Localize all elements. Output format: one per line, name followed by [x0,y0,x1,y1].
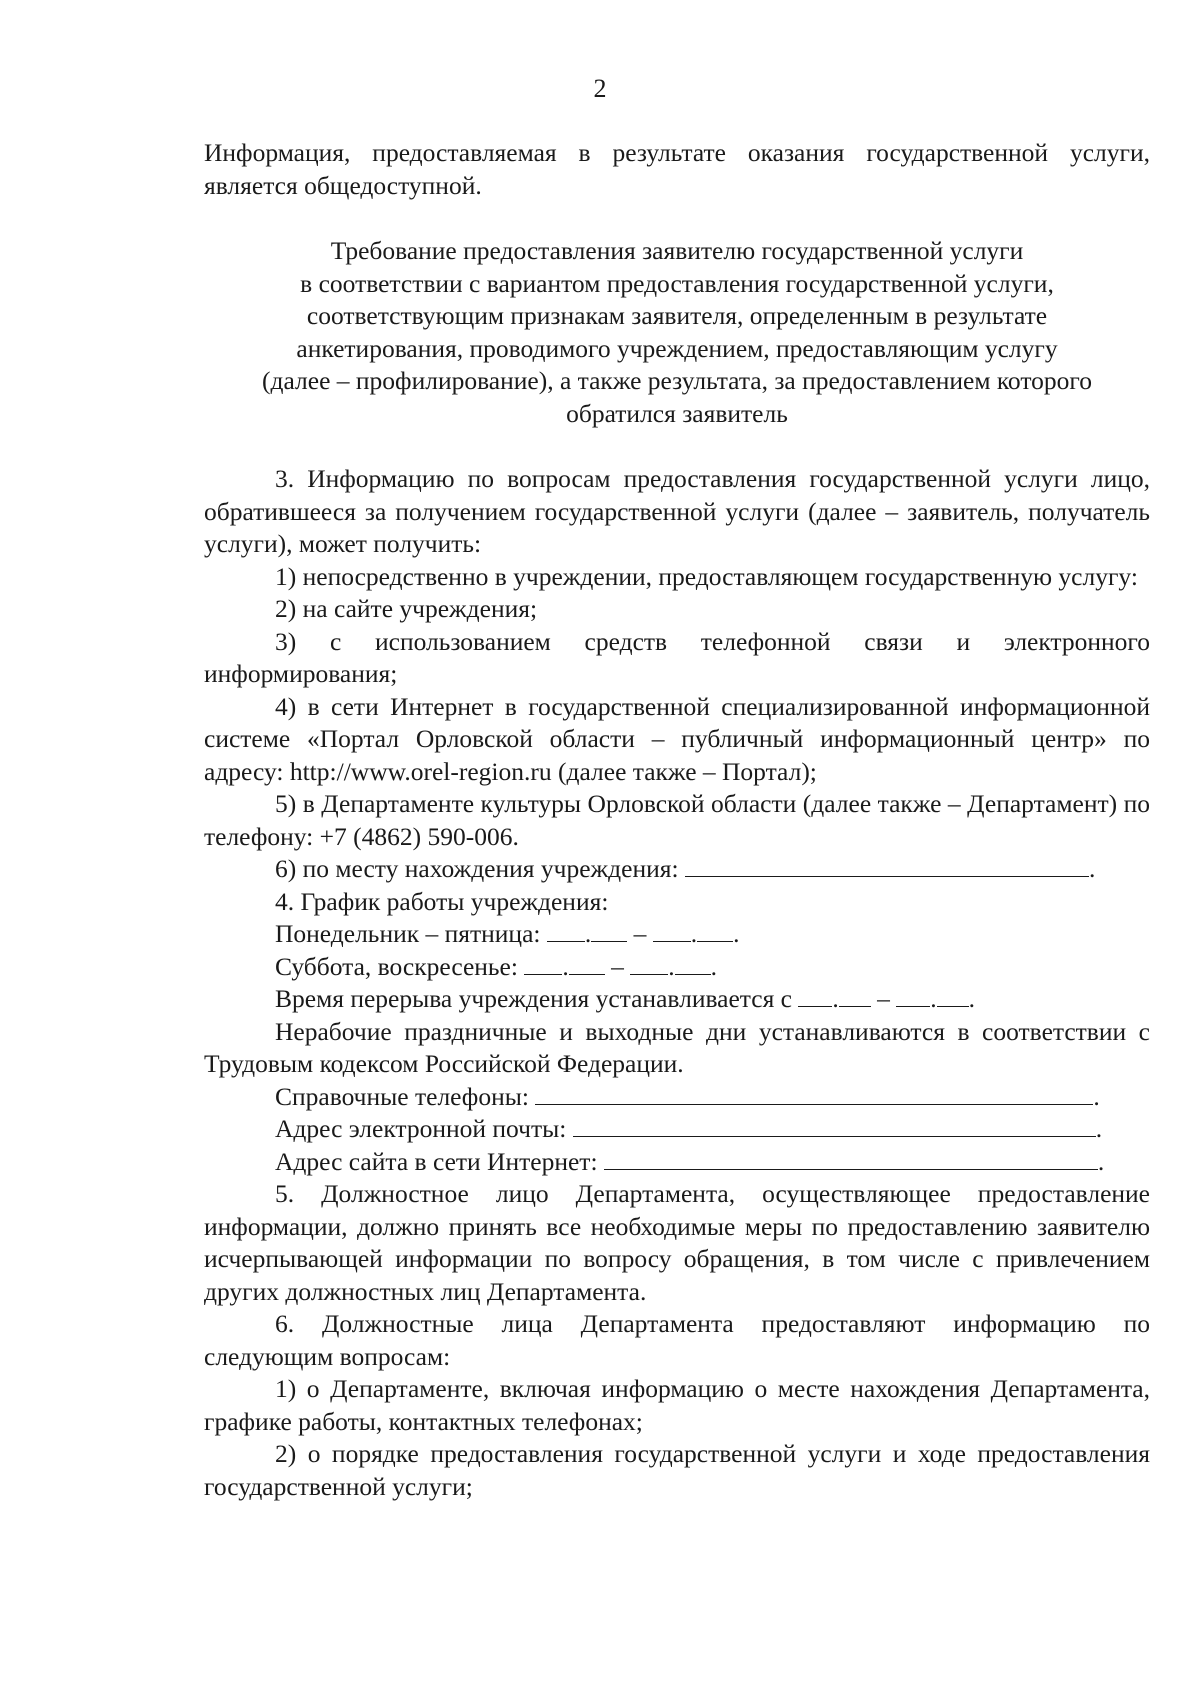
intro-paragraph: Информация, предоставляемая в результате оказания государственной услуги, является общедоступной. [204,138,1150,200]
time-blank [653,919,691,942]
time-blank [569,952,605,975]
period: . [584,919,592,948]
time-blank [524,952,562,975]
period: . [1095,1114,1103,1143]
heading-line: соответствующим признакам заявителя, определенным в результате [306,301,1048,330]
paragraph-3: 3. Информацию по вопросам предоставления государственной услуги лицо, обратившееся за получением государственной услуги (далее – заявитель, получатель услуги), может получить: [204,464,1150,558]
weekday-hours [204,918,1150,951]
time-blank [798,984,832,1007]
list-item-3-3: 3) с использованием средств телефонной связи и электронного информирования; [204,626,1150,688]
weekend-label: Суббота, воскресенье: [275,951,518,981]
email-blank [573,1114,1096,1137]
heading-line: обратился заявитель [566,398,788,428]
period: . [1093,1081,1100,1111]
heading-line: Требование предоставления заявителю государственной услуги [330,236,1024,265]
paragraph-5: 5. Должностное лицо Департамента, осуществляющее предоставление информации, должно принять все необходимые меры по предоставлению заявителю исчерпывающей информации по вопросу обращения, в том числе с привлечением других должностных лиц Департамента. [204,1179,1150,1306]
heading-line: анкетирования, проводимого учреждением, предоставляющим услугу [296,333,1058,363]
section-heading [204,235,1150,430]
phones-blank [535,1082,1093,1105]
period: . [1097,1146,1105,1176]
time-blank [547,919,585,942]
list-item-6-2: 2) о порядке предоставления государственной услуги и ходе предоставления государственной услуги; [204,1439,1150,1501]
page-number: 2 [593,74,607,103]
dash: – [877,984,890,1013]
time-blank [839,984,871,1007]
period: . [690,919,698,948]
weekend-hours [204,951,1150,984]
dash: – [611,951,624,981]
list-item-3-6 [204,853,1150,886]
email-line [204,1113,1150,1146]
website-label: Адрес сайта в сети Интернет: [275,1146,598,1176]
heading-line: в соответствии с вариантом предоставления государственной услуги, [300,268,1054,298]
weekday-label: Понедельник – пятница: [275,919,541,948]
time-blank [896,984,930,1007]
period: . [968,984,975,1013]
list-item-3-5: 5) в Департаменте культуры Орловской области (далее также – Департамент) по телефону: +7 (4862) 590-006. [204,789,1150,851]
time-blank [675,952,711,975]
list-item-3-1: 1) непосредственно в учреждении, предоставляющем государственную услугу: [275,561,1138,591]
heading-line: (далее – профилирование), а также результата, за предоставлением которого [262,366,1092,395]
address-blank [685,854,1089,877]
period: . [562,951,569,981]
list-item-3-2: 2) на сайте учреждения; [275,594,538,623]
document-body [204,137,1150,1503]
period: . [668,951,675,981]
website-line [204,1146,1150,1179]
time-blank [591,919,627,942]
period: . [710,951,717,981]
phones-line [204,1081,1150,1114]
break-hours [204,983,1150,1016]
period: . [733,919,740,948]
time-blank [937,984,969,1007]
list-item-3-4: 4) в сети Интернет в государственной специализированной информационной системе «Портал Орловской области – публичный информационный центр» по адресу: http://www.orel-region.ru (далее также – Портал); [204,691,1150,786]
holidays-paragraph: Нерабочие праздничные и выходные дни устанавливаются в соответствии с Трудовым кодексом Российской Федерации. [204,1016,1150,1078]
period: . [832,984,839,1013]
time-blank [630,952,668,975]
website-blank [604,1147,1098,1170]
list-item-6-1: 1) о Департаменте, включая информацию о месте нахождения Департамента, графике работы, контактных телефонах; [204,1374,1150,1436]
period: . [930,984,937,1013]
phones-label: Справочные телефоны: [275,1081,529,1111]
time-blank [697,919,733,942]
break-label: Время перерыва учреждения устанавливается с [275,984,792,1013]
paragraph-4: 4. График работы учреждения: [275,886,609,916]
paragraph-6: 6. Должностные лица Департамента предоставляют информацию по следующим вопросам: [204,1309,1150,1371]
dash: – [633,919,647,948]
email-label: Адрес электронной почты: [275,1114,567,1143]
period: . [1088,854,1096,883]
address-label: 6) по месту нахождения учреждения: [275,854,679,883]
